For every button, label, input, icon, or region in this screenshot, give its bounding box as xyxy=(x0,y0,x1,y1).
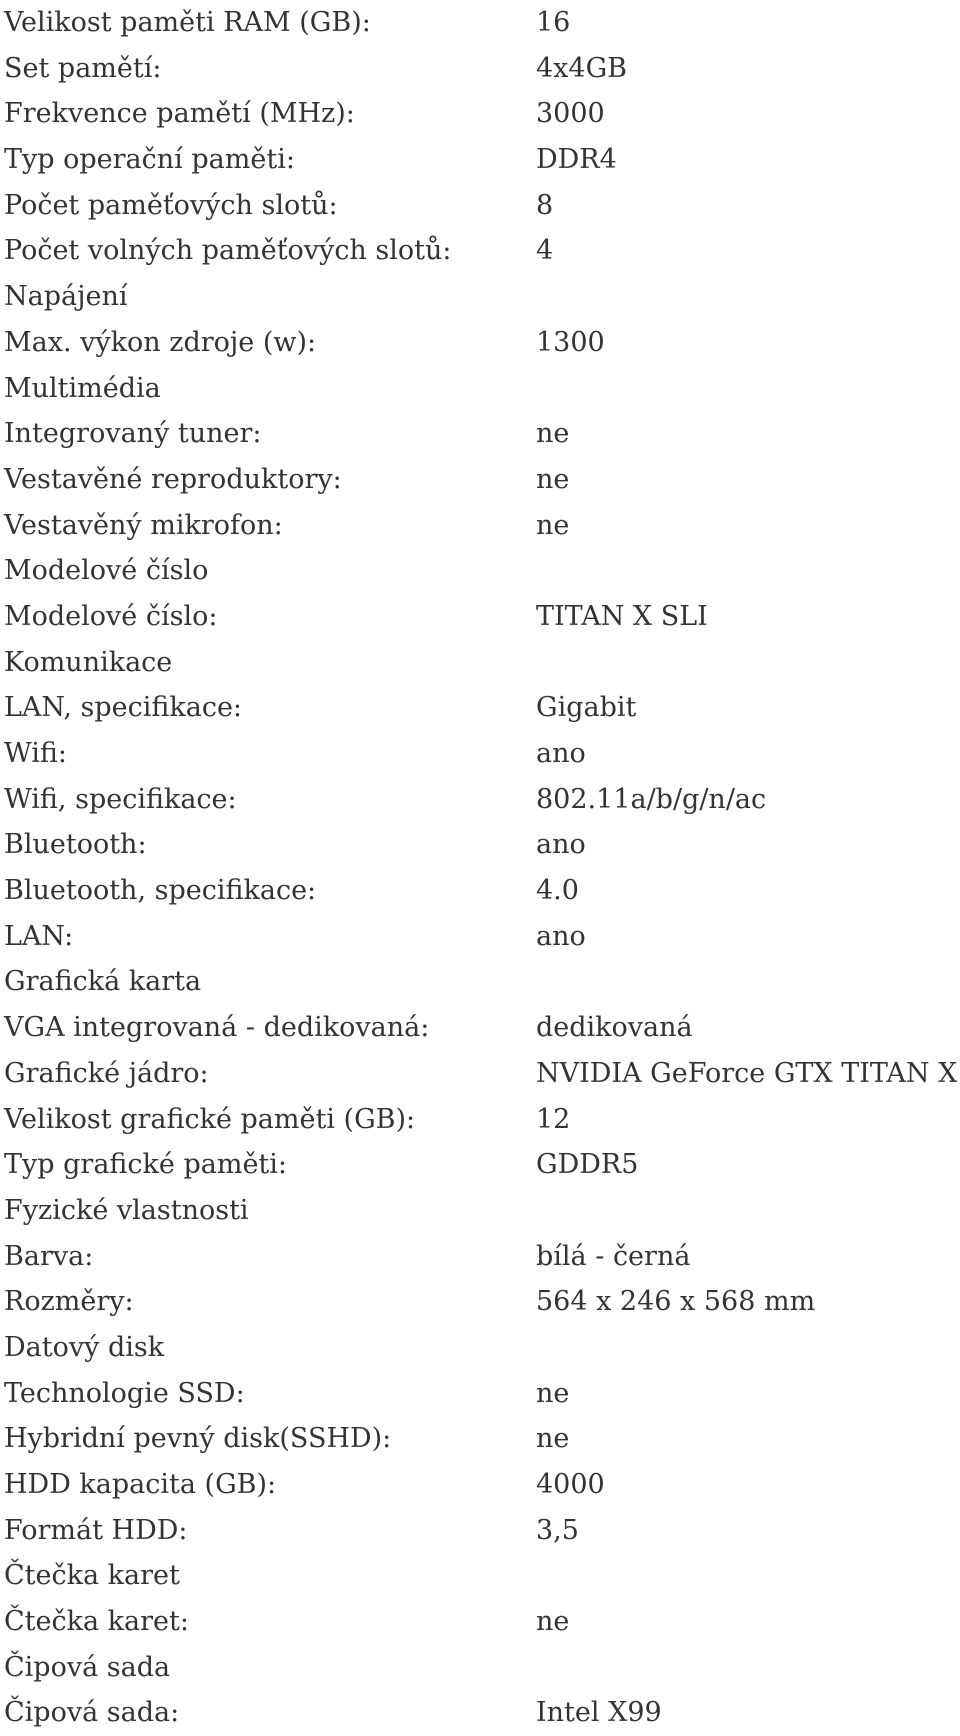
spec-row xyxy=(4,1371,954,1417)
spec-row xyxy=(4,1508,954,1554)
spec-label: LAN: xyxy=(4,920,74,952)
spec-value: 3,5 xyxy=(536,1514,579,1546)
spec-row xyxy=(4,822,954,868)
spec-row xyxy=(4,1051,958,1097)
section-heading: Komunikace xyxy=(4,646,173,678)
spec-value: 4000 xyxy=(536,1469,605,1500)
spec-label: Max. výkon zdroje (w): xyxy=(4,326,317,358)
spec-label: Wifi, specifikace: xyxy=(4,783,237,815)
section-heading-row xyxy=(4,1645,954,1691)
spec-value: 3000 xyxy=(536,98,605,130)
spec-row xyxy=(4,183,954,229)
spec-value: 564 x 246 x 568 mm xyxy=(536,1286,816,1318)
section-heading-row xyxy=(4,548,954,594)
spec-value: 12 xyxy=(536,1103,571,1135)
section-heading: Modelové číslo xyxy=(4,555,209,587)
spec-value: 802.11a/b/g/n/ac xyxy=(536,783,767,815)
spec-row xyxy=(4,777,954,823)
spec-label: Vestavěné reproduktory: xyxy=(4,463,342,495)
spec-label: LAN, specifikace: xyxy=(4,692,243,724)
spec-label: Typ grafické paměti: xyxy=(4,1149,288,1181)
spec-value: 4 xyxy=(536,235,554,267)
spec-label: Počet volných paměťových slotů: xyxy=(4,235,452,267)
spec-row xyxy=(4,1097,954,1143)
spec-label: Bluetooth: xyxy=(4,829,147,861)
spec-label: Vestavěný mikrofon: xyxy=(4,509,283,541)
spec-value: ano xyxy=(536,920,586,952)
spec-label: Barva: xyxy=(4,1240,94,1272)
spec-value: GDDR5 xyxy=(536,1149,639,1181)
spec-row xyxy=(4,914,954,960)
spec-label: Technologie SSD: xyxy=(4,1377,245,1409)
section-heading-row xyxy=(4,274,954,320)
spec-value: ne xyxy=(536,463,570,495)
spec-label: Čtečka karet: xyxy=(4,1606,189,1638)
section-heading: Čtečka karet xyxy=(4,1560,180,1592)
section-heading-row xyxy=(4,1553,954,1599)
spec-row xyxy=(4,503,954,549)
spec-row xyxy=(4,1599,954,1645)
spec-value: Gigabit xyxy=(536,692,637,724)
section-heading: Multimédia xyxy=(4,372,161,404)
spec-value: bílá - černá xyxy=(536,1240,691,1272)
spec-row xyxy=(4,685,954,731)
section-heading: Napájení xyxy=(4,281,128,313)
spec-row xyxy=(4,46,954,92)
spec-label: Frekvence pamětí (MHz): xyxy=(4,98,355,130)
section-heading: Datový disk xyxy=(4,1331,165,1363)
spec-label: Velikost paměti RAM (GB): xyxy=(4,7,371,38)
spec-table xyxy=(4,0,958,1736)
spec-value: 16 xyxy=(536,7,571,38)
spec-value: ano xyxy=(536,738,586,769)
section-heading-row xyxy=(4,1188,954,1234)
spec-row xyxy=(4,731,954,777)
section-heading-row xyxy=(4,959,954,1005)
section-heading-row xyxy=(4,1325,954,1371)
spec-value: dedikovaná xyxy=(536,1012,693,1044)
spec-row xyxy=(4,1690,954,1736)
spec-value: ne xyxy=(536,418,570,450)
spec-value: ne xyxy=(536,1377,570,1409)
spec-row xyxy=(4,137,954,183)
spec-label: Typ operační paměti: xyxy=(4,144,295,176)
spec-row xyxy=(4,1279,954,1325)
spec-row xyxy=(4,594,954,640)
spec-label: Grafické jádro: xyxy=(4,1057,209,1089)
spec-row xyxy=(4,1462,954,1508)
spec-row xyxy=(4,1234,954,1280)
spec-value: 4.0 xyxy=(536,875,579,907)
spec-row xyxy=(4,1416,954,1462)
spec-value: TITAN X SLI xyxy=(536,600,708,632)
section-heading-row xyxy=(4,366,954,412)
spec-label: Rozměry: xyxy=(4,1286,134,1318)
spec-value: ne xyxy=(536,1606,570,1638)
section-heading: Čipová sada xyxy=(4,1651,171,1683)
spec-label: Velikost grafické paměti (GB): xyxy=(4,1103,416,1135)
spec-row xyxy=(4,91,954,137)
spec-row xyxy=(4,1142,954,1188)
spec-value: 8 xyxy=(536,189,554,221)
spec-label: Modelové číslo: xyxy=(4,600,218,632)
spec-label: Integrovaný tuner: xyxy=(4,418,262,450)
spec-label: Set pamětí: xyxy=(4,52,162,84)
spec-label: Formát HDD: xyxy=(4,1514,188,1546)
spec-value: NVIDIA GeForce GTX TITAN X xyxy=(536,1057,958,1089)
section-heading: Grafická karta xyxy=(4,966,202,998)
spec-label: HDD kapacita (GB): xyxy=(4,1469,277,1500)
spec-row xyxy=(4,320,954,366)
spec-value: ne xyxy=(536,509,570,541)
spec-value: DDR4 xyxy=(536,144,617,176)
spec-value: ne xyxy=(536,1423,570,1455)
section-heading: Fyzické vlastnosti xyxy=(4,1194,249,1226)
spec-row xyxy=(4,228,954,274)
spec-row xyxy=(4,868,954,914)
spec-row xyxy=(4,1005,954,1051)
spec-label: Hybridní pevný disk(SSHD): xyxy=(4,1423,392,1455)
spec-value: Intel X99 xyxy=(536,1697,662,1729)
section-heading-row xyxy=(4,640,954,686)
spec-label: Wifi: xyxy=(4,738,68,769)
spec-value: 4x4GB xyxy=(536,52,627,84)
spec-label: Počet paměťových slotů: xyxy=(4,189,338,221)
spec-label: Čipová sada: xyxy=(4,1697,180,1729)
spec-value: ano xyxy=(536,829,586,861)
spec-label: VGA integrovaná - dedikovaná: xyxy=(4,1012,430,1044)
spec-row xyxy=(4,0,954,46)
spec-row xyxy=(4,457,954,503)
spec-label: Bluetooth, specifikace: xyxy=(4,875,317,907)
spec-row xyxy=(4,411,954,457)
spec-value: 1300 xyxy=(536,326,605,358)
